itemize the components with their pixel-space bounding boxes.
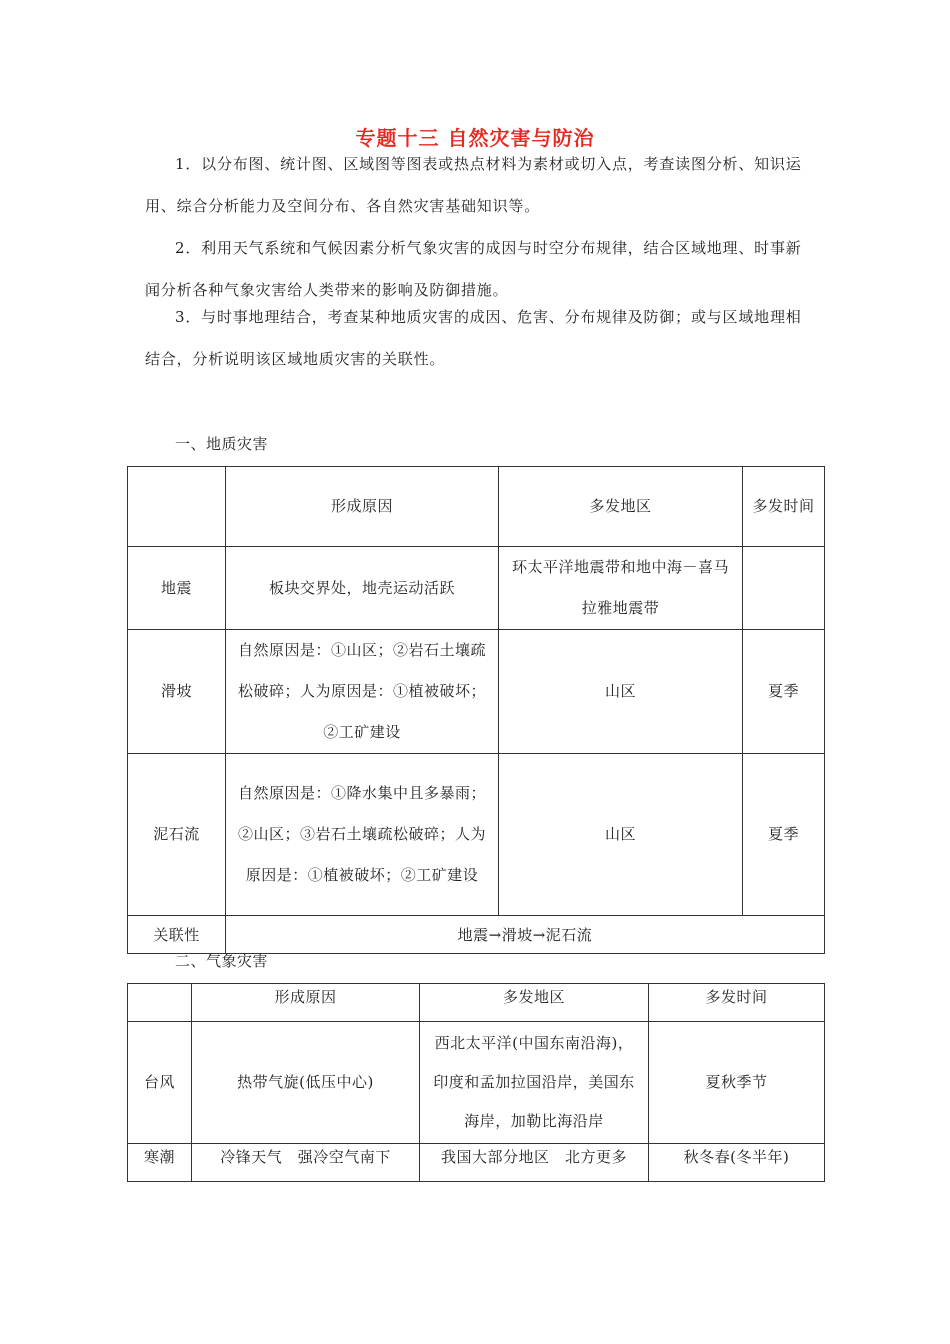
table-header-row (128, 984, 825, 1022)
table-row (128, 547, 825, 630)
header-time: 多发时间 (649, 984, 825, 1022)
hazard-name: 泥石流 (128, 754, 226, 916)
hazard-time: 夏季 (743, 754, 825, 916)
section-heading-meteorological: 二、气象灾害 (175, 952, 269, 970)
hazard-name: 滑坡 (128, 630, 226, 754)
meteorological-hazards-table (127, 983, 825, 1182)
hazard-cause: 自然原因是：①降水集中且多暴雨；②山区；③岩石土壤疏松破碎；人为原因是：①植被破坏；②工矿建设 (226, 754, 499, 916)
hazard-cause: 自然原因是：①山区；②岩石土壤疏松破碎；人为原因是：①植被破坏；②工矿建设 (226, 630, 499, 754)
relation-row (128, 916, 825, 954)
hazard-name: 寒潮 (128, 1144, 192, 1182)
relation-value: 地震→滑坡→泥石流 (226, 916, 825, 954)
relation-label: 关联性 (128, 916, 226, 954)
hazard-time: 夏季 (743, 630, 825, 754)
geological-hazards-table (127, 466, 825, 954)
table-row (128, 754, 825, 916)
intro-paragraph-3: 3．与时事地理结合，考查某种地质灾害的成因、危害、分布规律及防御；或与区域地理相结合，分析说明该区域地质灾害的关联性。 (145, 308, 802, 368)
table-row (128, 1022, 825, 1144)
header-cause: 形成原因 (226, 467, 499, 547)
hazard-cause: 冷锋天气 强冷空气南下 (192, 1144, 420, 1182)
hazard-cause: 板块交界处，地壳运动活跃 (226, 547, 499, 630)
hazard-region: 山区 (499, 630, 743, 754)
table-row (128, 1144, 825, 1182)
hazard-time (743, 547, 825, 630)
hazard-region: 西北太平洋(中国东南沿海)，印度和孟加拉国沿岸，美国东海岸，加勒比海沿岸 (420, 1022, 649, 1144)
hazard-time: 夏秋季节 (649, 1022, 825, 1144)
hazard-name: 地震 (128, 547, 226, 630)
header-region: 多发地区 (499, 467, 743, 547)
section-heading-geological: 一、地质灾害 (175, 435, 269, 453)
header-empty-cell (128, 984, 192, 1022)
table-header-row (128, 467, 825, 547)
table-row (128, 630, 825, 754)
hazard-region: 我国大部分地区 北方更多 (420, 1144, 649, 1182)
hazard-time: 秋冬春(冬半年) (649, 1144, 825, 1182)
header-time: 多发时间 (743, 467, 825, 547)
header-empty-cell (128, 467, 226, 547)
hazard-name: 台风 (128, 1022, 192, 1144)
page-title: 专题十三 自然灾害与防治 (355, 126, 595, 150)
header-cause: 形成原因 (192, 984, 420, 1022)
intro-paragraph-1: 1．以分布图、统计图、区域图等图表或热点材料为素材或切入点，考查读图分析、知识运用、综合分析能力及空间分布、各自然灾害基础知识等。 (145, 155, 802, 215)
header-region: 多发地区 (420, 984, 649, 1022)
hazard-region: 山区 (499, 754, 743, 916)
intro-paragraph-2: 2．利用天气系统和气候因素分析气象灾害的成因与时空分布规律，结合区域地理、时事新闻分析各种气象灾害给人类带来的影响及防御措施。 (145, 239, 802, 299)
hazard-cause: 热带气旋(低压中心) (192, 1022, 420, 1144)
hazard-region: 环太平洋地震带和地中海－喜马拉雅地震带 (499, 547, 743, 630)
